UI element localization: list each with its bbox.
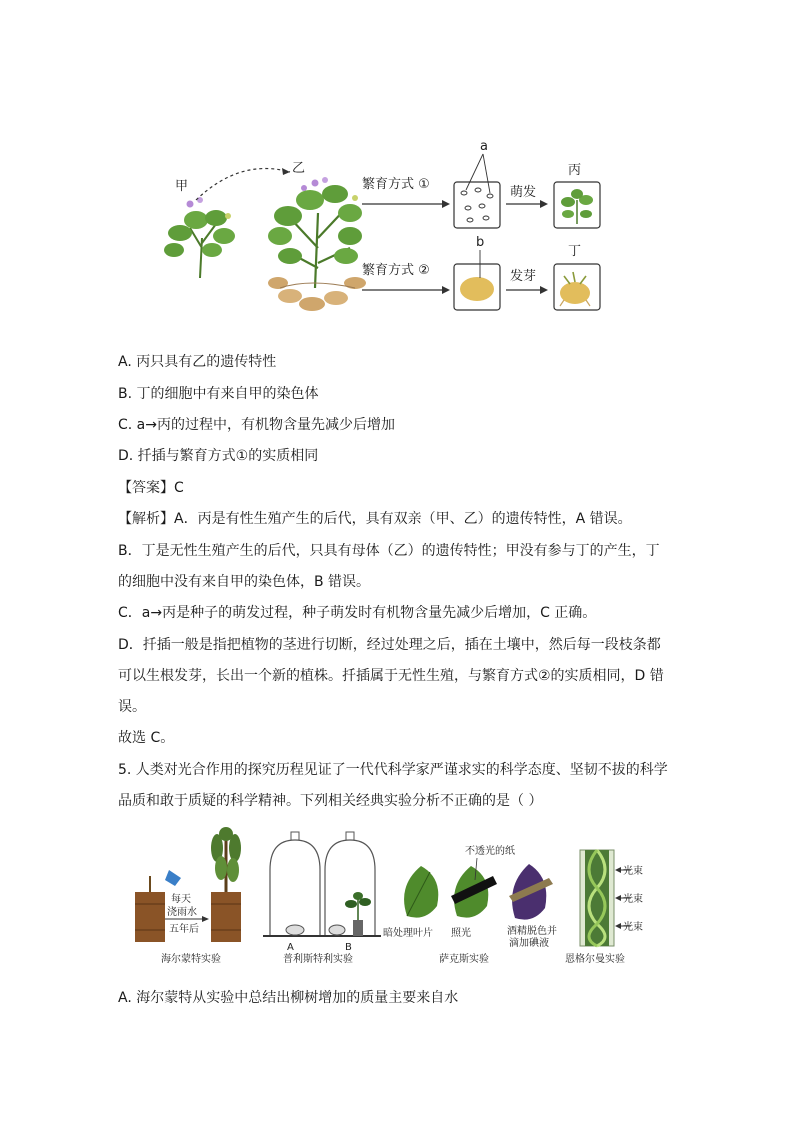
q4-option-c: C. a→丙的过程中，有机物含量先减少后增加	[118, 417, 395, 433]
arrow-head-icon	[442, 200, 450, 208]
label-jia: 甲	[175, 179, 189, 194]
plant-yi-illustration	[268, 177, 366, 311]
priestley-experiment-illustration	[263, 832, 381, 936]
dark-leaf-label: 暗处理叶片	[383, 928, 433, 939]
q4-conclusion: 故选 C。	[118, 730, 175, 746]
label-yi: 乙	[292, 161, 306, 176]
q4-analysis-line: 可以生根发芽，长出一个新的植株。扦插属于无性生殖，与繁育方式②的实质相同，D 错	[118, 668, 664, 684]
label-a: a	[480, 139, 488, 154]
caption-engelmann: 恩格尔曼实验	[565, 954, 625, 965]
q4-analysis-line: C．a→丙是种子的萌发过程，种子萌发时有机物含量先减少后增加，C 正确。	[118, 605, 597, 621]
beam-label: 光束	[623, 866, 643, 877]
step2-label: 发芽	[510, 269, 537, 284]
water-label-1: 每天	[171, 894, 191, 905]
caption-sachs: 萨克斯实验	[439, 954, 489, 965]
caption-helmont: 海尔蒙特实验	[161, 954, 221, 965]
label-ding: 丁	[568, 244, 582, 259]
photosynthesis-experiments-figure	[125, 826, 645, 974]
arrow-head-icon	[282, 168, 290, 175]
alcohol-label-1: 酒精脱色并	[507, 926, 557, 937]
tuber-illustration	[460, 277, 494, 301]
q4-option-d: D. 扦插与繁育方式①的实质相同	[118, 448, 319, 464]
alcohol-label-2: 滴加碘液	[509, 938, 549, 949]
arrow-head-icon	[540, 286, 548, 294]
q5-stem-line: 5. 人类对光合作用的探究历程见证了一代代科学家严谨求实的科学态度、坚韧不拔的科学	[118, 762, 668, 778]
q4-analysis-line: 【解析】A．丙是有性生殖产生的后代，具有双亲（甲、乙）的遗传特性，A 错误。	[118, 511, 632, 527]
q4-analysis-line: D．扦插一般是指把植物的茎进行切断，经过处理之后，插在土壤中，然后每一段枝条都	[118, 637, 661, 653]
q4-option-a: A. 丙只具有乙的遗传特性	[118, 354, 277, 370]
q4-analysis-line: 误。	[118, 699, 146, 715]
label-bing: 丙	[568, 163, 582, 178]
q4-option-b: B. 丁的细胞中有来自甲的染色体	[118, 386, 319, 402]
water-label-3: 五年后	[169, 924, 199, 935]
sachs-experiment-illustration	[404, 864, 553, 920]
route1-label: 繁育方式 ①	[362, 177, 430, 192]
plant-jia-illustration	[164, 197, 235, 278]
route2-label: 繁育方式 ②	[362, 263, 430, 278]
q5-stem-line: 品质和敢于质疑的科学精神。下列相关经典实验分析不正确的是（ ）	[118, 793, 543, 809]
caption-priestley: 普利斯特利实验	[283, 954, 353, 965]
q4-answer: 【答案】C	[118, 480, 184, 496]
beam-label: 光束	[623, 922, 643, 933]
q4-analysis-line: 的细胞中没有来自甲的染色体，B 错误。	[118, 574, 371, 590]
engelmann-experiment-illustration	[580, 850, 614, 946]
step1-label: 萌发	[510, 185, 537, 200]
beam-label: 光束	[623, 894, 643, 905]
water-label-2: 浇雨水	[167, 907, 197, 918]
pollination-arrow	[196, 169, 290, 201]
label-b: b	[476, 235, 485, 250]
bell-label-a: A	[287, 942, 294, 953]
opaque-paper-label: 不透光的纸	[465, 846, 515, 857]
arrow-head-icon	[540, 200, 548, 208]
propagation-diagram	[150, 138, 620, 320]
q5-option-a: A. 海尔蒙特从实验中总结出柳树增加的质量主要来自水	[118, 990, 459, 1006]
arrow-head-icon	[442, 286, 450, 294]
q4-analysis-line: B．丁是无性生殖产生的后代，只具有母体（乙）的遗传特性；甲没有参与丁的产生，丁	[118, 543, 660, 559]
bell-label-b: B	[345, 942, 352, 953]
light-label: 照光	[451, 928, 471, 939]
